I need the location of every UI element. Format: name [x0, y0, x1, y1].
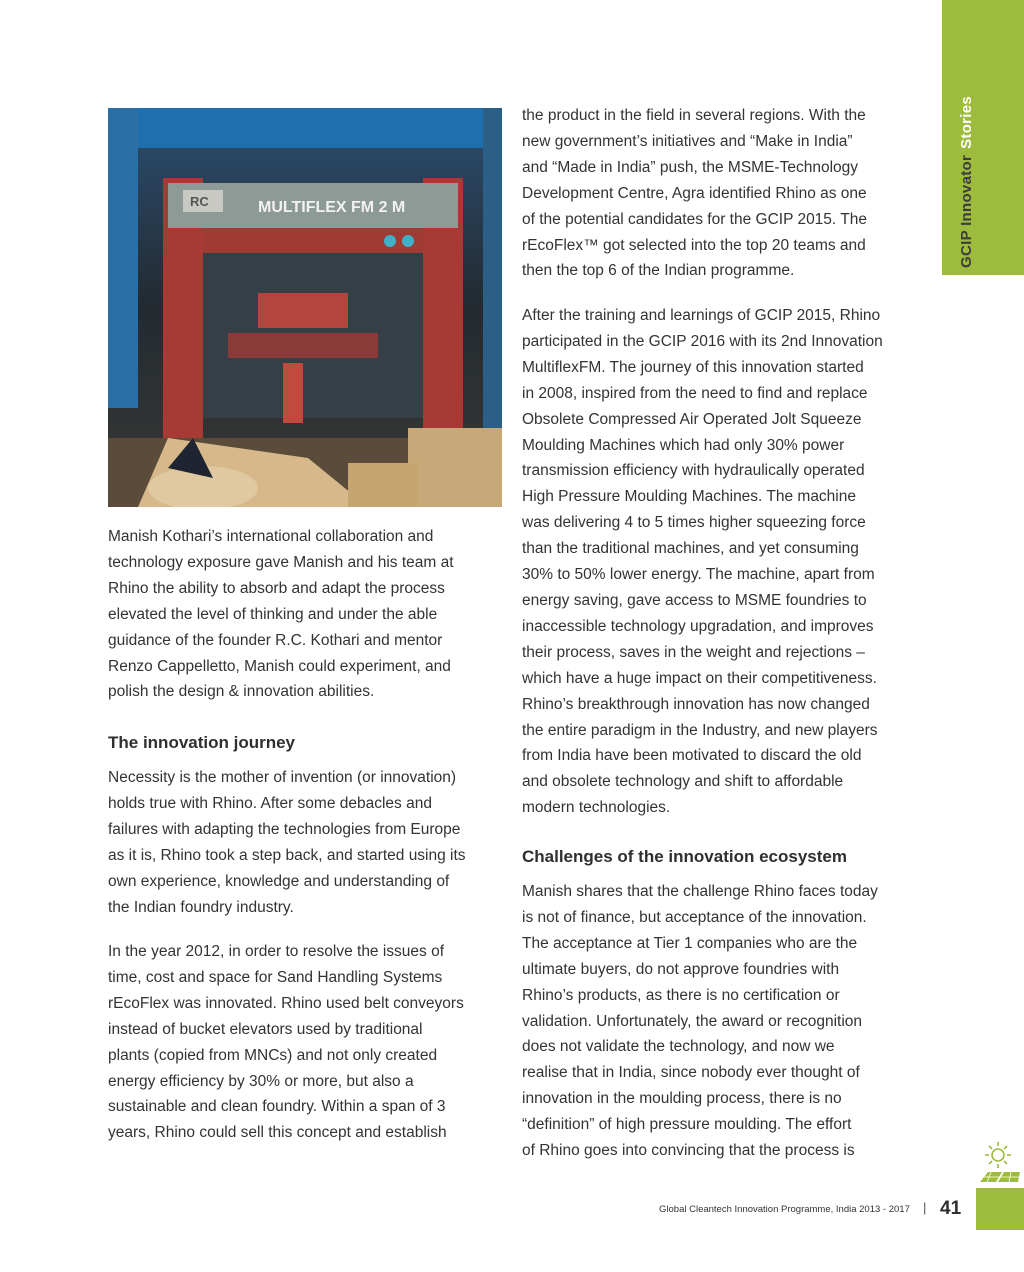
section-tab	[942, 0, 1024, 275]
text-line: the entire paradigm in the Industry, and new players	[522, 721, 878, 739]
text-line: validation. Unfortunately, the award or recognition	[522, 1012, 863, 1030]
text-line: of Rhino goes into convincing that the process is	[522, 1142, 855, 1160]
text-line: new government’s initiatives and “Make in India”	[522, 132, 853, 150]
text-line: guidance of the founder R.C. Kothari and mentor	[108, 631, 443, 649]
solar-panel-sun-icon	[976, 1138, 1024, 1190]
text-line: polish the design & innovation abilities.	[108, 683, 375, 701]
text-line: years, Rhino could sell this concept and establish	[108, 1124, 447, 1142]
text-line: rEcoFlex was innovated. Rhino used belt conveyors	[108, 994, 464, 1012]
text-line: rEcoFlex™ got selected into the top 20 teams and	[522, 236, 866, 254]
section-heading-innovation-journey: The innovation journey	[108, 733, 296, 752]
text-line: participated in the GCIP 2016 with its 2nd Innovation	[522, 332, 883, 350]
text-line: their process, saves in the weight and rejections –	[522, 643, 865, 661]
text-line: does not validate the technology, and now we	[522, 1038, 835, 1056]
text-line: Obsolete Compressed Air Operated Jolt Squeeze	[522, 410, 862, 428]
left-para-3	[108, 939, 508, 1146]
text-line: which have a huge impact on their competitiveness.	[522, 669, 877, 687]
footer-publication-title: Global Cleantech Innovation Programme, India 2013 - 2017	[659, 1204, 910, 1215]
section-heading-challenges: Challenges of the innovation ecosystem	[522, 847, 847, 866]
text-line: innovation in the moulding process, there is no	[522, 1090, 842, 1108]
text-line: than the traditional machines, and yet consuming	[522, 540, 859, 558]
footer-separator: |	[923, 1200, 927, 1215]
machine-model-label: MULTIFLEX FM 2 M	[258, 199, 406, 216]
text-line: Manish shares that the challenge Rhino faces today	[522, 883, 878, 900]
text-line: is not of finance, but acceptance of the innovation.	[522, 908, 867, 926]
text-line: modern technologies.	[522, 799, 671, 817]
text-line: After the training and learnings of GCIP 2015, Rhino	[522, 307, 881, 324]
text-line: In the year 2012, in order to resolve the issues of	[108, 943, 445, 960]
text-line: transmission efficiency with hydraulically operated	[522, 462, 865, 480]
text-line: technology exposure gave Manish and his team at	[108, 553, 454, 571]
text-line: Manish Kothari’s international collaboration and	[108, 528, 434, 545]
text-line: from India have been motivated to discard the old	[522, 747, 862, 765]
text-line: the product in the field in several regions. With the	[522, 107, 866, 124]
text-line: “definition” of high pressure moulding. The effort	[522, 1116, 852, 1134]
text-line: Rhino’s breakthrough innovation has now changed	[522, 695, 870, 713]
text-line: as it is, Rhino took a step back, and started using its	[108, 846, 466, 864]
text-line: Renzo Cappelletto, Manish could experiment, and	[108, 657, 451, 675]
text-line: in 2008, inspired from the need to find and replace	[522, 384, 868, 402]
machine-photo	[108, 108, 502, 507]
text-line: 30% to 50% lower energy. The machine, apart from	[522, 566, 875, 584]
text-line: was delivering 4 to 5 times higher squeezing force	[522, 514, 866, 532]
text-line: elevated the level of thinking and under the able	[108, 605, 438, 623]
text-line: and “Made in India” push, the MSME-Technology	[522, 158, 859, 176]
left-para-1	[108, 524, 508, 705]
left-para-2	[108, 765, 508, 920]
text-line: Necessity is the mother of invention (or innovation)	[108, 769, 457, 786]
text-line: then the top 6 of the Indian programme.	[522, 262, 795, 280]
text-line: The acceptance at Tier 1 companies who are the	[522, 934, 858, 952]
section-label-part1: GCIP Innovator	[958, 154, 975, 268]
text-line: Rhino the ability to absorb and adapt the process	[108, 579, 445, 597]
section-label	[958, 96, 975, 268]
text-line: Rhino’s products, as there is no certification or	[522, 986, 840, 1004]
text-line: ultimate buyers, do not approve foundries with	[522, 960, 840, 978]
section-label-part2: Stories	[958, 95, 975, 149]
right-para-2	[522, 303, 922, 821]
text-line: Moulding Machines which had only 30% power	[522, 436, 845, 454]
text-line: holds true with Rhino. After some debacles and	[108, 794, 432, 812]
text-line: failures with adapting the technologies from Europe	[108, 820, 461, 838]
text-line: plants (copied from MNCs) and not only created	[108, 1046, 438, 1064]
text-line: instead of bucket elevators used by traditional	[108, 1020, 423, 1038]
text-line: and obsolete technology and shift to affordable	[522, 773, 844, 791]
right-para-1	[522, 103, 922, 284]
text-line: of the potential candidates for the GCIP 2015. The	[522, 210, 867, 228]
text-line: Development Centre, Agra identified Rhino as one	[522, 184, 867, 202]
text-line: own experience, knowledge and understanding of	[108, 872, 450, 890]
text-line: the Indian foundry industry.	[108, 898, 294, 916]
right-para-3	[522, 879, 922, 1164]
text-line: energy saving, gave access to MSME foundries to	[522, 591, 867, 609]
text-line: realise that in India, since nobody ever thought of	[522, 1064, 860, 1082]
text-line: energy efficiency by 30% or more, but also a	[108, 1072, 414, 1090]
text-line: time, cost and space for Sand Handling Systems	[108, 968, 443, 986]
text-line: sustainable and clean foundry. Within a span of 3	[108, 1098, 446, 1116]
text-line: MultiflexFM. The journey of this innovation started	[522, 358, 864, 376]
text-line: High Pressure Moulding Machines. The machine	[522, 488, 856, 506]
machine-brand-plate: RC	[190, 194, 209, 209]
page-number: 41	[940, 1198, 962, 1219]
corner-accent-block	[976, 1188, 1024, 1230]
text-line: inaccessible technology upgradation, and improves	[522, 617, 874, 635]
